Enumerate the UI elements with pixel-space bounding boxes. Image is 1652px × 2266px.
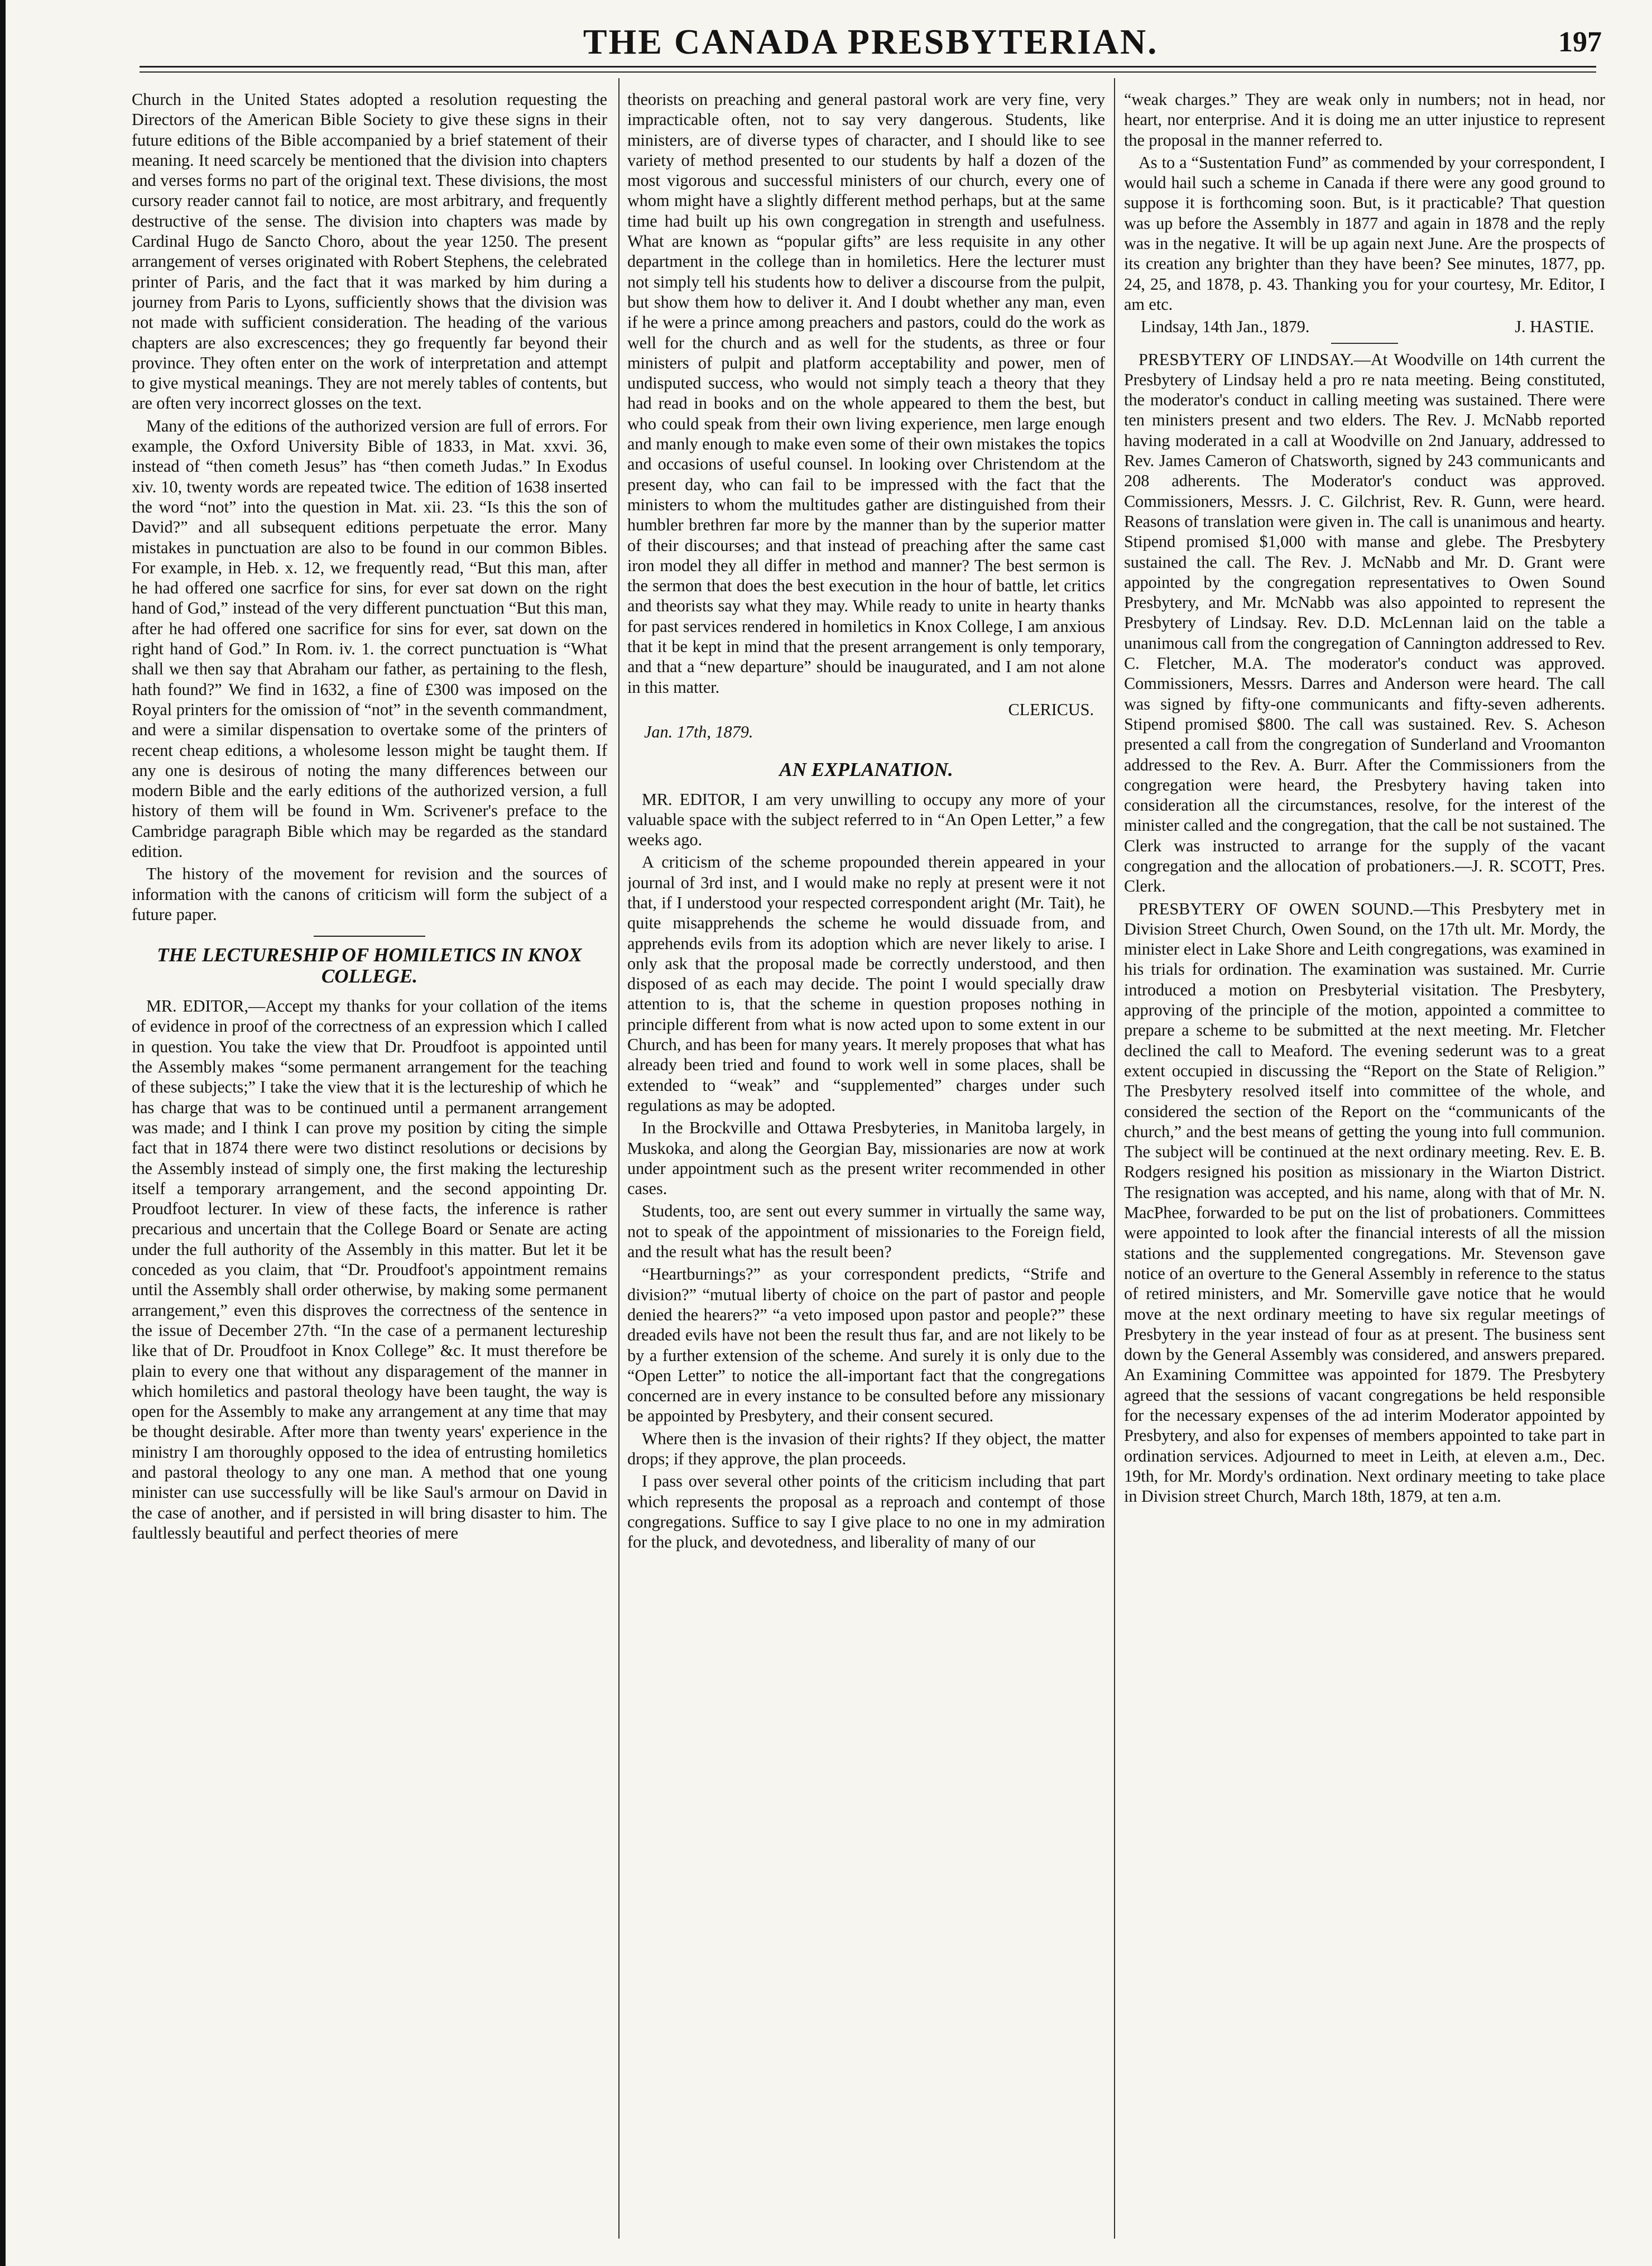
section-rule	[314, 936, 425, 937]
article-paragraph: The history of the movement for revision and the sources of information with the canons of criticism will form the subject of a future paper.	[132, 864, 607, 924]
article-heading: THE LECTURESHIP OF HOMILETICS IN KNOX COLLEGE.	[157, 944, 582, 988]
section-rule	[1331, 343, 1398, 344]
masthead	[140, 21, 1602, 66]
presbytery-report: PRESBYTERY OF OWEN SOUND.—This Presbytery met in Division Street Church, Owen Sound, on the 17th ult. Mr. Mordy, the minister elect in Lake Shore and Leith congregations, was examined in his trials for ordination. The examination was sustained. Mr. Currie introduced a motion on Presbyterial visitation. The Presbytery, approving of the principle of the motion, appointed a committee to prepare a scheme to be submitted at the next meeting. Mr. Fletcher declined the call to Meaford. The evening sederunt was to a great extent occupied in discussing the “Report on the State of Religion.” The Presbytery resolved itself into committee of the whole, and considered the section of the Report on the “communicants of the church,” and the best means of getting the young into full communion. The subject will be continued at the next ordinary meeting. Rev. E. B. Rodgers resigned his position as missionary in the Wiarton District. The resignation was accepted, and his name, along with that of Mr. N. MacPhee, forwarded to be put on the list of probationers. Committees were appointed to look after the financial interests of all the mission stations and the supplemented congregations. Mr. Stevenson gave notice of an overture to the General Assembly in reference to the status of retired ministers, and Mr. Somerville gave notice that he would move at the next ordinary meeting to have six regular meetings of Presbytery in the year instead of four as at present. The business sent down by the General Assembly was considered, and answers prepared. An Examining Committee was appointed for 1879. The Presbytery agreed that the sessions of vacant congregations be held responsible for the necessary expenses of the ad interim Moderator appointed by Presbytery, and also for expenses of members appointed to take part in ordination services. Adjourned to meet in Leith, at eleven a.m., Dec. 19th, for Mr. Mordy's ordination. Next ordinary meeting to take place in Division street Church, March 18th, 1879, at ten a.m.	[1124, 899, 1605, 1506]
article-paragraph: Church in the United States adopted a resolution requesting the Directors of the American Bible Society to give these signs in their future editions of the Bible accompanied by a brief statement of their meaning. It need scarcely be mentioned that the division into chapters and verses forms no part of the original text. These divisions, the most cursory reader cannot fail to notice, are most arbitrary, and frequently destructive of the sense. The division into chapters was made by Cardinal Hugo de Sancto Choro, about the year 1250. The present arrangement of verses originated with Robert Stephens, the celebrated printer of Paris, and the fact that it was marked by him during a journey from Paris to Lyons, sufficiently shows that the division was not made with sufficient consideration. The heading of the various chapters are also excrescences; they go frequently far beyond their province. They often enter on the work of interpretation and attempt to give mystical meanings. They are not merely tables of contents, but are often very incorrect glosses on the text.	[132, 90, 607, 413]
signature	[1124, 317, 1605, 337]
signature-date: Jan. 17th, 1879.	[644, 722, 753, 742]
article-paragraph: theorists on preaching and general pastoral work are very fine, very impracticable often, not to say very dangerous. Students, like ministers, are of diverse types of character, and I should like to see variety of method presented to our students by half a dozen of the most vigorous and successful ministers of our church, every one of whom might have a slightly different method perhaps, but at the same time had built up his own congregation in strength and usefulness. What are known as “popular gifts” are less requisite in any other department in the college than in homiletics. Here the lecturer must not simply tell his students how to deliver a discourse from the pulpit, but show them how to deliver it. And I doubt whether any man, even if he were a prince among preachers and pastors, could do the work as well for the church and as well for the students, as three or four ministers of pulpit and platform acceptability and power, men of undisputed success, who would not simply teach a theory that they had read in books and on the whole appeared to them the best, but who could speak from their own living experience, men large enough and manly enough to make even some of their own mistakes the topics and occasions of useful counsel. In looking over Christendom at the present day, who can fail to be impressed with the fact that the ministers to whom the multitudes gather are distinguished from their humbler brethren far more by the manner than by the superior matter of their discourses; and that instead of preaching after the same cast iron model they all differ in method and manner? The best sermon is the sermon that does the best execution in the hour of battle, let critics and theorists say what they may. While ready to unite in hearty thanks for past services rendered in homiletics in Knox College, I am anxious that it be kept in mind that the present arrangement is only temporary, and that a “new departure” should be inaugurated, and I am not alone in this matter.	[627, 90, 1105, 697]
signature-name: CLERICUS.	[1008, 700, 1094, 719]
article-heading: AN EXPLANATION.	[779, 758, 953, 780]
presbytery-report: PRESBYTERY OF LINDSAY.—At Woodville on 14th current the Presbytery of Lindsay held a pro re nata meeting. Being constituted, the moderator's conduct in calling meeting was sustained. There were ten ministers present and two elders. The Rev. J. McNabb reported having moderated in a call at Woodville on 2nd January, addressed to Rev. James Cameron of Chatsworth, signed by 243 communicants and 208 adherents. The Moderator's conduct was approved. Commissioners, Messrs. J. C. Gilchrist, Rev. R. Gunn, were heard. Reasons of translation were given in. The call is unanimous and hearty. Stipend promised $1,000 with manse and glebe. The Presbytery sustained the call. The Rev. J. McNabb and Mr. D. Grant were appointed by the congregation representatives to Owen Sound Presbytery, and Mr. McNabb was also appointed to represent the Presbytery of Lindsay. Rev. D.D. McLennan laid on the table a unanimous call from the congregation of Cannington addressed to Rev. C. Fletcher, M.A. The moderator's conduct was approved. Commissioners, Messrs. Darres and Anderson were heard. The call was signed by fifty-one communicants and fifty-seven adherents. Stipend promised $800. The call was sustained. Rev. S. Acheson presented a call from the congregation of Sunderland and Vroomanton addressed to the Rev. A. Burr. After the Commissioners from the congregation were heard, the Presbytery having taken into consideration all the circumstances, resolve, for the interest of the minister called and the congregation, that the call be not sustained. The Clerk was instructed to arrange for the supply of the vacant congregation and the allocation of probationers.—J. R. SCOTT, Pres. Clerk.	[1124, 349, 1605, 896]
signature-name: J. HASTIE.	[1515, 317, 1594, 337]
article-paragraph: Many of the editions of the authorized version are full of errors. For example, the Oxford University Bible of 1833, in Mat. xxvi. 36, instead of “then cometh Jesus” has “then cometh Judas.” In Exodus xiv. 10, twenty words are repeated twice. The edition of 1638 inserted the word “not” into the question in Mat. xii. 23. “Is this the son of David?” and all subsequent editions perpetuate the error. Many mistakes in punctuation are also to be found in our common Bibles. For example, in Heb. x. 12, we frequently read, “But this man, after he had offered one sacrfice for sins, for ever sat down on the right hand of God,” instead of the very different punctuation “But this man, after he had offered one sacrifice for sins for ever, sat down on the right hand of God.” In Rom. iv. 1. the correct punctuation is “What shall we then say that Abraham our father, as pertaining to the flesh, hath found?” We find in 1632, a fine of £300 was imposed on the Royal printers for the omission of “not” in the seventh commandment, and were a similar dispensation to overtake some of the printers of recent cheap editions, a wholesome lesson might be taught them. If any one is desirous of noting the many differences between our modern Bible and the early editions of the authorized version, a full history of them will be found in Wm. Scrivener's preface to the Cambridge paragraph Bible which may be regarded as the standard edition.	[132, 416, 607, 861]
article-paragraph: A criticism of the scheme propounded therein appeared in your journal of 3rd inst, and I would make no reply at present were it not that, if I understood your respected correspondent aright (Mr. Tait), he quite misapprehends the scheme he would dissuade from, and apprehends evils from its adoption which are never likely to arise. I only ask that the proposal made be correctly understood, and then disposed of as each may decide. The point I would specially draw attention to is, that the scheme in question proposes nothing in principle different from what is now acted upon to some extent in our Church, and has been for many years. It merely proposes that what has already been tried and found to work well in some places, shall be extended to “weak” and “supplemented” charges under such regulations as may be adopted.	[627, 852, 1105, 1115]
signature	[627, 700, 1105, 720]
article-paragraph: As to a “Sustentation Fund” as commended by your correspondent, I would hail such a scheme in Canada if there were any good ground to suppose it is forthcoming soon. But, is it practicable? That question was up before the Assembly in 1877 and again in 1878 and the reply was in the negative. It will be up again next June. Are the prospects of its creation any brighter than they have been? See minutes, 1877, pp. 24, 25, and 1878, p. 43. Thanking you for your courtesy, Mr. Editor, I am etc.	[1124, 152, 1605, 314]
column-divider	[1114, 78, 1115, 2239]
article-paragraph: MR. EDITOR, I am very unwilling to occupy any more of your valuable space with the subject referred to in “An Open Letter,” a few weeks ago.	[627, 789, 1105, 850]
binding-edge	[0, 0, 6, 2266]
signature-place-date: Lindsay, 14th Jan., 1879.	[1141, 317, 1310, 337]
article-paragraph: “Heartburnings?” as your correspondent predicts, “Strife and division?” “mutual liberty of choice on the part of pastor and people denied the hearers?” “a veto imposed upon pastor and people?” these dreaded evils have not been the result thus far, and are not likely to be by a further extension of the scheme. And surely it is only due to the “Open Letter” to notice the all-important fact that the congregations concerned are in every instance to be consulted before any missionary be appointed by Presbytery, and their consent secured.	[627, 1264, 1105, 1426]
article-paragraph: Where then is the invasion of their rights? If they object, the matter drops; if they approve, the plan proceeds.	[627, 1429, 1105, 1468]
column-divider	[618, 78, 620, 2239]
column-1	[132, 89, 607, 2255]
article-paragraph: “weak charges.” They are weak only in numbers; not in head, nor heart, nor enterprise. And it is doing me an utter injustice to represent the proposal in the manner referred to.	[1124, 90, 1605, 150]
header-rule	[140, 66, 1596, 68]
article-paragraph: MR. EDITOR,—Accept my thanks for your collation of the items of evidence in proof of the correctness of an expression which I called in question. You take the view that Dr. Proudfoot is appointed until the Assembly makes “some permanent arrangement for the teaching of these subjects;” I take the view that it is the lectureship of which he has charge that was to be continued until a permanent arrangement was made; and I think I can prove my position by citing the simple fact that in 1874 there were two distinct resolutions or decisions by the Assembly instead of simply one, the first making the lectureship itself a temporary arrangement, and the second appointing Dr. Proudfoot lecturer. In view of these facts, the inference is rather precarious and uncertain that the College Board or Senate are acting under the full authority of the Assembly in this matter. But let it be conceded as you claim, that “Dr. Proudfoot's appointment remains until the Assembly shall order otherwise, by making some permanent arrangement,” even this disproves the correctness of the sentence in the issue of December 27th. “In the case of a permanent lectureship like that of Dr. Proudfoot in Knox College” &c. It must therefore be plain to every one that without any disparagement of the manner in which homiletics and pastoral theology have been taught, the way is open for the Assembly to make any arrangement at any time that may be thought desirable. After more than twenty years' experience in the ministry I am thoroughly opposed to the idea of entrusting homiletics and pastoral theology to any one man. A method that one young minister can use successfully will be like Saul's armour on David in the case of another, and if persisted in will bring disaster to him. The faultlessly beautiful and perfect theories of mere	[132, 997, 607, 1542]
column-3	[1124, 89, 1605, 2255]
masthead-title: THE CANADA PRESBYTERIAN.	[583, 22, 1159, 61]
article-paragraph: I pass over several other points of the criticism including that part which represents the proposal as a reproach and contempt of those congregations. Suffice to say I give place to no one in my admiration for the pluck, and devotedness, and liberality of many of our	[627, 1472, 1105, 1552]
page-number: 197	[1558, 26, 1602, 58]
article-paragraph: In the Brockville and Ottawa Presbyteries, in Manitoba largely, in Muskoka, and along the Georgian Bay, missionaries are now at work under appointment such as the present writer recommended in other cases.	[627, 1118, 1105, 1199]
header-rule-thin	[140, 71, 1596, 73]
column-2	[627, 89, 1105, 2255]
article-paragraph: Students, too, are sent out every summer in virtually the same way, not to speak of the appointment of missionaries to the Foreign field, and the result what has the result been?	[627, 1201, 1105, 1262]
